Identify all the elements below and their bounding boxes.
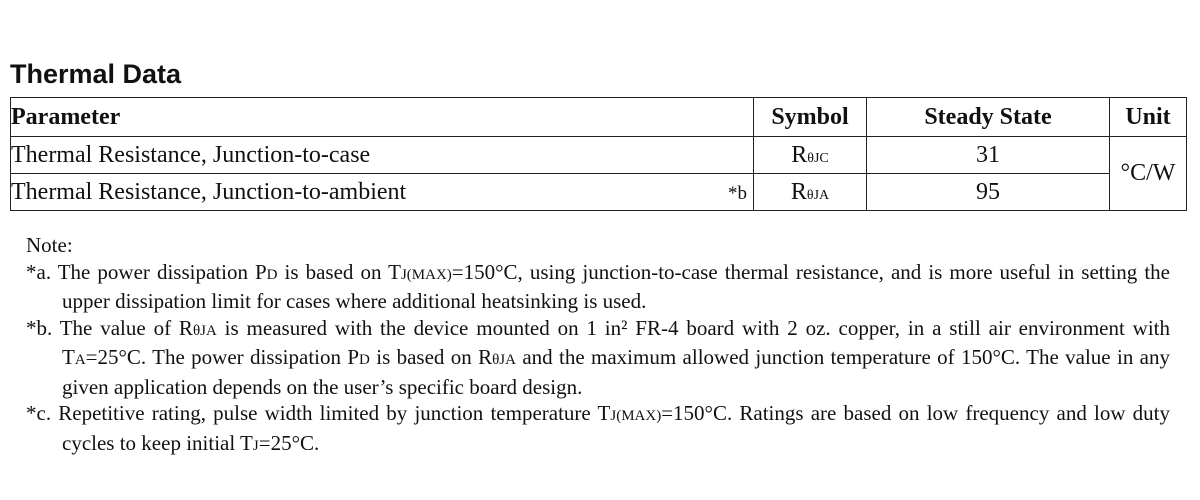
note-b-text-4: is based on R bbox=[369, 345, 493, 369]
note-b-text-2: is measured with the device mounted on 1 in² FR-4 board with 2 oz. copper, in a still air environment with T bbox=[62, 315, 1171, 369]
table-row bbox=[11, 174, 1187, 211]
note-reference: *b bbox=[728, 183, 747, 204]
note-a bbox=[26, 259, 1170, 315]
table-row bbox=[11, 137, 1187, 174]
parameter-label: Thermal Resistance, Junction-to-case bbox=[11, 141, 371, 168]
header-steady-state: Steady State bbox=[867, 98, 1110, 137]
note-b-sub-4: θJA bbox=[492, 352, 516, 368]
symbol-cell bbox=[754, 174, 867, 211]
note-b bbox=[26, 315, 1170, 401]
header-unit: Unit bbox=[1110, 98, 1187, 137]
note-a-text-1: *a. The power dissipation P bbox=[26, 259, 267, 284]
page-title: Thermal Data bbox=[10, 59, 182, 89]
note-c-text-1: *c. Repetitive rating, pulse width limited by junction temperature T bbox=[26, 401, 611, 425]
note-a-text-3: =150°C, using junction-to-case thermal resistance, and is more useful in setting the upper dissipation limit for cases where additional heatsinking is used. bbox=[62, 259, 1170, 313]
symbol-subscript: θJA bbox=[806, 187, 830, 203]
steady-state-value: 31 bbox=[867, 137, 1110, 174]
notes-section bbox=[26, 232, 1170, 459]
note-b-text-1: *b. The value of R bbox=[26, 315, 193, 340]
unit-value: °C/W bbox=[1110, 137, 1187, 211]
symbol-main: R bbox=[790, 178, 807, 205]
parameter-label: Thermal Resistance, Junction-to-ambient bbox=[11, 178, 407, 205]
note-c bbox=[26, 400, 1170, 459]
header-parameter: Parameter bbox=[11, 98, 754, 137]
notes-heading: Note: bbox=[26, 233, 73, 257]
steady-state-value: 95 bbox=[867, 174, 1110, 211]
note-c-sub-1: J(MAX) bbox=[610, 408, 662, 424]
note-b-sub-2: A bbox=[74, 352, 86, 368]
note-b-text-5: and the maximum allowed junction temperature of 150°C. The value in any given application depends on the user’s specific board design. bbox=[62, 345, 1170, 399]
note-a-sub-2: J(MAX) bbox=[400, 266, 452, 283]
note-b-sub-1: θJA bbox=[192, 322, 217, 339]
row-parameter-junction-to-ambient bbox=[11, 174, 754, 211]
thermal-data-table bbox=[10, 97, 1187, 211]
note-b-sub-3: D bbox=[359, 352, 370, 368]
note-c-text-2: =150°C. Ratings are based on low frequency and low duty cycles to keep initial T bbox=[62, 401, 1170, 455]
header-symbol: Symbol bbox=[754, 98, 867, 137]
note-a-text-2: is based on T bbox=[277, 259, 401, 284]
note-a-sub-1: D bbox=[266, 266, 278, 283]
symbol-cell bbox=[754, 137, 867, 174]
note-c-sub-2: J bbox=[252, 437, 259, 454]
row-parameter-junction-to-case bbox=[11, 137, 754, 174]
note-c-text-3: =25°C. bbox=[258, 430, 320, 455]
symbol-subscript: θJC bbox=[807, 150, 829, 166]
table-header-row bbox=[11, 98, 1187, 137]
note-b-text-3: =25°C. The power dissipation P bbox=[85, 345, 360, 369]
symbol-main: R bbox=[791, 141, 808, 168]
